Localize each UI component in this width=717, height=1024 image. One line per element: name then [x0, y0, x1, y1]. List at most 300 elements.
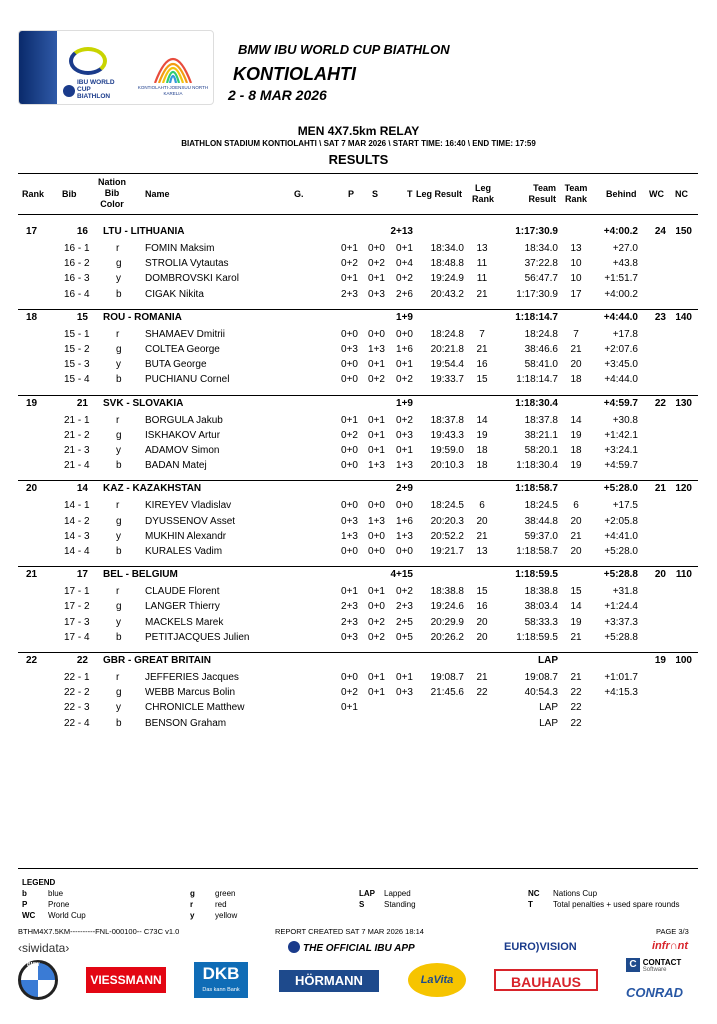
athlete-row: [18, 498, 698, 513]
athlete-standing: 0+1: [368, 445, 385, 456]
athlete-team-result: 1:17:30.9: [516, 288, 558, 300]
athlete-team-result: 18:38.8: [524, 586, 558, 598]
athlete-team-rank: 14: [570, 601, 582, 613]
athlete-bib: 22 - 2: [64, 687, 90, 699]
athlete-bib: 21 - 3: [64, 445, 90, 456]
legend-key: g: [190, 889, 195, 898]
athlete-total: 1+3: [396, 460, 413, 472]
athlete-row: [18, 700, 698, 715]
athlete-name: PUCHIANU Cornel: [145, 374, 230, 386]
athlete-prone: 2+3: [341, 288, 358, 300]
athlete-total: 0+1: [396, 672, 413, 683]
athlete-row: [18, 443, 698, 458]
athlete-leg-rank: 13: [476, 546, 488, 557]
athlete-standing: 0+1: [368, 414, 385, 426]
athlete-name: DYUSSENOV Asset: [145, 515, 236, 527]
ibu-app-text: THE OFFICIAL IBU APP: [303, 943, 415, 954]
athlete-team-rank: 19: [570, 429, 582, 441]
athlete-bib-color: r: [116, 672, 120, 683]
athlete-team-result: 19:08.7: [524, 672, 558, 683]
ibu-ring-icon: [69, 47, 107, 75]
athlete-prone: 0+0: [341, 546, 358, 557]
ibu-world-cup-logo: [63, 41, 121, 101]
col-name: Name: [145, 189, 170, 199]
athlete-leg-result: 19:21.7: [430, 546, 464, 557]
athlete-behind: +4:41.0: [604, 530, 638, 542]
athlete-leg-result: 19:24.6: [430, 601, 464, 613]
athlete-name: JEFFERIES Jacques: [145, 672, 239, 683]
athlete-bib: 16 - 1: [64, 243, 90, 254]
legend-key: T: [528, 900, 533, 909]
athlete-behind: +5:28.8: [604, 631, 638, 643]
venue-rays-icon: [151, 43, 195, 83]
athlete-prone: 0+3: [341, 631, 358, 643]
athlete-standing: 0+3: [368, 288, 385, 300]
athlete-leg-rank: 22: [476, 687, 488, 699]
athlete-bib: 21 - 2: [64, 429, 90, 441]
col-wc: WC: [649, 189, 664, 199]
team-name: LTU - LITHUANIA: [103, 226, 185, 237]
contact-software-logo: [626, 958, 696, 978]
athlete-standing: 0+0: [368, 243, 385, 254]
athlete-name: WEBB Marcus Bolin: [145, 687, 236, 699]
athlete-team-result: 18:37.8: [524, 414, 558, 426]
results-label: RESULTS: [328, 152, 389, 167]
athlete-standing: 0+1: [368, 586, 385, 598]
athlete-behind: +4:44.0: [604, 374, 638, 386]
athlete-row: [18, 529, 698, 544]
team-rank: 22: [26, 655, 38, 666]
athlete-behind: +27.0: [612, 243, 638, 254]
athlete-bib: 14 - 1: [64, 500, 90, 512]
athlete-leg-result: 18:48.8: [430, 258, 464, 270]
athlete-team-rank: 14: [570, 414, 582, 426]
athlete-prone: 0+1: [341, 243, 358, 254]
team-total-penalties: 1+9: [396, 397, 413, 409]
athlete-leg-result: 20:21.8: [430, 344, 464, 355]
athlete-prone: 0+0: [341, 500, 358, 512]
athlete-prone: 0+3: [341, 515, 358, 527]
athlete-row: [18, 357, 698, 372]
team-wc-points: 22: [654, 397, 666, 409]
athlete-prone: 2+3: [341, 616, 358, 628]
athlete-behind: +17.5: [612, 500, 638, 512]
athlete-bib-color: g: [116, 429, 122, 441]
team-rank: 20: [26, 483, 38, 495]
legend-key: WC: [22, 911, 36, 920]
athlete-team-result: 18:24.5: [524, 500, 558, 512]
athlete-team-rank: 7: [573, 328, 579, 340]
athlete-leg-result: 20:20.3: [430, 515, 464, 527]
athlete-bib: 17 - 3: [64, 616, 90, 628]
athlete-leg-result: 18:24.8: [430, 328, 464, 340]
athlete-bib-color: y: [116, 702, 121, 714]
athlete-bib: 14 - 3: [64, 530, 90, 542]
athlete-prone: 0+0: [341, 672, 358, 683]
athlete-name: DOMBROVSKI Karol: [145, 273, 239, 285]
athlete-standing: 1+3: [368, 344, 385, 355]
athlete-row: [18, 342, 698, 357]
ibu-app-logo: [288, 941, 415, 954]
contact-subtext: Software: [642, 967, 667, 973]
athlete-total: 0+2: [396, 414, 413, 426]
athlete-bib-color: y: [116, 530, 121, 542]
footer-page: PAGE 3/3: [656, 927, 689, 936]
team-total-penalties: 2+9: [396, 483, 413, 495]
athlete-behind: +1:51.7: [604, 273, 638, 285]
team-behind: +5:28.0: [603, 483, 638, 495]
team-rank: 21: [26, 569, 38, 581]
team-behind: +4:44.0: [603, 311, 638, 323]
footer-report: REPORT CREATED SAT 7 MAR 2026 18:14: [275, 927, 424, 936]
team-row: [18, 566, 698, 582]
athlete-leg-result: 19:24.9: [430, 273, 464, 285]
athlete-total: 0+4: [396, 258, 413, 270]
event-title: BMW IBU WORLD CUP BIATHLON: [238, 42, 450, 57]
athlete-team-result: 1:18:30.4: [516, 460, 558, 472]
athlete-team-rank: 21: [570, 631, 582, 643]
athlete-row: [18, 630, 698, 645]
athlete-name: KIREYEV Vladislav: [145, 500, 232, 512]
col-behind: Behind: [606, 189, 637, 199]
athlete-behind: +17.8: [612, 328, 638, 340]
athlete-standing: 1+3: [368, 515, 385, 527]
col-rank: Rank: [22, 189, 45, 199]
team-wc-points: 20: [654, 569, 666, 581]
col-nc: NC: [675, 189, 688, 199]
dkb-subtext: Das kann Bank: [202, 987, 240, 993]
venue-logo: [137, 41, 209, 101]
athlete-prone: 0+2: [341, 429, 358, 441]
athlete-row: [18, 514, 698, 529]
athlete-prone: 0+1: [341, 273, 358, 285]
legend-key: r: [190, 900, 194, 909]
athlete-standing: 0+1: [368, 429, 385, 441]
athlete-behind: +4:59.7: [604, 460, 638, 472]
legend-value: yellow: [215, 911, 238, 920]
siwidata-logo: ‹siwidata›: [18, 941, 70, 955]
athlete-leg-rank: 15: [476, 586, 488, 598]
athlete-bib-color: r: [116, 414, 120, 426]
athlete-leg-rank: 20: [476, 616, 488, 628]
athlete-bib-color: g: [116, 258, 122, 270]
athlete-bib: 16 - 2: [64, 258, 90, 270]
athlete-bib-color: b: [116, 374, 122, 386]
athlete-standing: 0+1: [368, 672, 385, 683]
athlete-row: [18, 287, 698, 302]
athlete-leg-result: 18:34.0: [430, 243, 464, 254]
athlete-bib: 16 - 4: [64, 288, 90, 300]
bmw-logo: [18, 960, 58, 1000]
team-row: [18, 652, 698, 668]
legend-value: Standing: [384, 900, 416, 909]
athlete-team-rank: 20: [570, 515, 582, 527]
athlete-name: PETITJACQUES Julien: [145, 631, 250, 643]
athlete-leg-result: 18:37.8: [430, 414, 464, 426]
athlete-row: [18, 458, 698, 473]
team-nc-points: 110: [675, 569, 692, 581]
athlete-behind: +4:15.3: [604, 687, 638, 699]
athlete-bib-color: b: [116, 717, 122, 729]
contact-c-icon: C: [626, 958, 640, 972]
team-bib: 14: [76, 483, 88, 495]
athlete-row: [18, 670, 698, 685]
team-name: GBR - GREAT BRITAIN: [103, 655, 211, 666]
athlete-behind: +1:42.1: [604, 429, 638, 441]
athlete-behind: +4:00.2: [604, 288, 638, 300]
team-bib: 17: [76, 569, 88, 581]
legend: [18, 868, 698, 920]
athlete-behind: +1:01.7: [604, 672, 638, 683]
athlete-name: ADAMOV Simon: [145, 445, 220, 456]
team-wc-points: 24: [654, 226, 666, 237]
athlete-team-rank: 18: [570, 374, 582, 386]
athlete-row: [18, 716, 698, 731]
athlete-standing: 0+0: [368, 601, 385, 613]
athlete-prone: 0+2: [341, 687, 358, 699]
athlete-bib-color: y: [116, 445, 121, 456]
athlete-team-result: 40:54.3: [524, 687, 558, 699]
col-s: S: [372, 189, 379, 199]
athlete-standing: 0+0: [368, 546, 385, 557]
athlete-name: ISKHAKOV Artur: [145, 429, 221, 441]
athlete-name: BUTA George: [145, 359, 207, 371]
logo-blue-band: [19, 31, 57, 105]
legend-value: World Cup: [48, 911, 86, 920]
athlete-total: 0+2: [396, 273, 413, 285]
team-result: 1:18:58.7: [515, 483, 558, 495]
infront-logo: infr∩nt: [652, 940, 689, 952]
athlete-bib: 15 - 2: [64, 344, 90, 355]
athlete-leg-rank: 16: [476, 601, 488, 613]
athlete-team-result: 58:20.1: [524, 445, 558, 456]
athlete-total: 1+6: [396, 344, 413, 355]
athlete-team-rank: 17: [570, 288, 582, 300]
team-wc-points: 23: [654, 311, 666, 323]
athlete-row: [18, 327, 698, 342]
athlete-total: 0+3: [396, 429, 413, 441]
athlete-standing: 0+0: [368, 328, 385, 340]
athlete-name: STROLIA Vytautas: [145, 258, 229, 270]
hormann-logo: HÖRMANN: [279, 970, 379, 992]
athlete-standing: 0+2: [368, 374, 385, 386]
athlete-row: [18, 241, 698, 256]
athlete-leg-rank: 21: [476, 288, 488, 300]
athlete-prone: 0+0: [341, 445, 358, 456]
team-wc-points: 21: [654, 483, 666, 495]
athlete-row: [18, 599, 698, 614]
athlete-total: 0+2: [396, 586, 413, 598]
lavita-logo: LaVita: [408, 963, 466, 997]
team-nc-points: 120: [675, 483, 692, 495]
athlete-standing: 0+0: [368, 500, 385, 512]
event-logo-box: [18, 30, 214, 105]
athlete-team-result: 1:18:58.7: [516, 546, 558, 557]
athlete-total: 0+5: [396, 631, 413, 643]
athlete-team-result: 38:44.8: [524, 515, 558, 527]
legend-value: green: [215, 889, 236, 898]
athlete-leg-rank: 14: [476, 414, 488, 426]
athlete-team-result: 38:46.6: [524, 344, 558, 355]
team-bib: 15: [76, 311, 88, 323]
athlete-bib: 15 - 4: [64, 374, 90, 386]
athlete-bib: 15 - 3: [64, 359, 90, 371]
team-behind: +5:28.8: [603, 569, 638, 581]
bmw-text: BMW: [27, 962, 40, 968]
athlete-prone: 0+0: [341, 359, 358, 371]
legend-value: Nations Cup: [553, 889, 598, 898]
athlete-name: CHRONICLE Matthew: [145, 702, 245, 714]
athlete-team-result: 56:47.7: [524, 273, 558, 285]
athlete-team-rank: 21: [570, 530, 582, 542]
athlete-behind: +43.8: [612, 258, 638, 270]
athlete-prone: 0+1: [341, 586, 358, 598]
athlete-leg-result: 20:52.2: [430, 530, 464, 542]
athlete-standing: 0+1: [368, 687, 385, 699]
athlete-standing: 0+1: [368, 359, 385, 371]
athlete-leg-rank: 21: [476, 672, 488, 683]
athlete-leg-rank: 11: [476, 273, 488, 285]
athlete-team-result: 18:34.0: [524, 243, 558, 254]
athlete-bib: 22 - 4: [64, 717, 90, 729]
athlete-team-rank: 18: [570, 445, 582, 456]
athlete-bib: 16 - 3: [64, 273, 90, 285]
col-bib: Bib: [62, 189, 77, 199]
athlete-bib: 15 - 1: [64, 328, 90, 340]
dkb-logo: [194, 962, 248, 998]
team-nc-points: 150: [675, 226, 692, 237]
team-behind: +4:59.7: [603, 397, 638, 409]
athlete-bib-color: r: [116, 500, 120, 512]
athlete-behind: +31.8: [612, 586, 638, 598]
col-leg-rank: Leg Rank: [471, 183, 494, 204]
athlete-behind: +3:45.0: [604, 359, 638, 371]
athlete-bib-color: b: [116, 546, 122, 557]
athlete-row: [18, 544, 698, 559]
athlete-bib-color: g: [116, 515, 122, 527]
athlete-leg-rank: 18: [476, 460, 488, 472]
team-name: BEL - BELGIUM: [103, 569, 178, 581]
athlete-bib-color: y: [116, 359, 121, 371]
athlete-team-result: LAP: [539, 702, 558, 714]
athlete-bib-color: b: [116, 288, 122, 300]
team-total-penalties: 1+9: [396, 311, 413, 323]
athlete-behind: +1:24.4: [604, 601, 638, 613]
athlete-leg-result: 21:45.6: [430, 687, 464, 699]
event-place: KONTIOLAHTI: [233, 64, 356, 84]
col-g: G.: [294, 189, 304, 199]
col-team-rank: Team Rank: [564, 183, 588, 204]
athlete-prone: 0+1: [341, 414, 358, 426]
athlete-bib: 17 - 1: [64, 586, 90, 598]
athlete-team-result: 38:21.1: [524, 429, 558, 441]
athlete-leg-rank: 11: [476, 258, 488, 270]
ibu-app-icon: [288, 941, 300, 953]
athlete-name: MACKELS Marek: [145, 616, 224, 628]
legend-key: LAP: [359, 889, 375, 898]
team-total-penalties: 2+13: [390, 226, 413, 237]
ibu-logo-text: IBU WORLD CUP BIATHLON: [77, 79, 115, 100]
athlete-team-result: 1:18:14.7: [516, 374, 558, 386]
conrad-logo: CONRAD: [626, 985, 684, 1000]
athlete-leg-rank: 20: [476, 631, 488, 643]
athlete-total: 1+6: [396, 515, 413, 527]
team-nc-points: 130: [675, 397, 692, 409]
team-rank: 17: [26, 226, 38, 237]
legend-key: S: [359, 900, 365, 909]
viessmann-logo: VIESSMANN: [86, 967, 166, 993]
athlete-leg-rank: 6: [479, 500, 485, 512]
event-date: 2 - 8 MAR 2026: [228, 87, 327, 103]
athlete-name: COLTEA George: [145, 344, 220, 355]
athlete-team-rank: 22: [570, 687, 582, 699]
athlete-name: FOMIN Maksim: [145, 243, 215, 254]
ibu-badge-icon: [63, 85, 75, 97]
footer-code: BTHM4X7.5KM----------FNL-000100-- C73C v1.0: [18, 927, 180, 936]
athlete-team-result: 58:33.3: [524, 616, 558, 628]
athlete-leg-result: 20:10.3: [430, 460, 464, 472]
athlete-leg-result: 19:59.0: [430, 445, 464, 456]
athlete-behind: +2:07.6: [604, 344, 638, 355]
col-p: P: [348, 189, 355, 199]
athlete-row: [18, 685, 698, 700]
athlete-leg-result: 19:43.3: [430, 429, 464, 441]
team-rank: 18: [26, 311, 38, 323]
athlete-team-rank: 19: [570, 616, 582, 628]
athlete-bib-color: b: [116, 460, 122, 472]
athlete-total: 1+3: [396, 530, 413, 542]
team-bib: 16: [76, 226, 88, 237]
athlete-leg-rank: 13: [476, 243, 488, 254]
race-name: MEN 4X7.5km RELAY: [297, 124, 420, 138]
athlete-bib-color: b: [116, 631, 122, 643]
athlete-bib: 21 - 1: [64, 414, 90, 426]
athlete-team-rank: 19: [570, 460, 582, 472]
athlete-team-rank: 6: [573, 500, 579, 512]
athlete-leg-result: 19:33.7: [430, 374, 464, 386]
team-result: 1:18:59.5: [515, 569, 558, 581]
athlete-team-rank: 15: [570, 586, 582, 598]
athlete-leg-result: 20:29.9: [430, 616, 464, 628]
athlete-name: BORGULA Jakub: [145, 414, 223, 426]
athlete-prone: 0+2: [341, 258, 358, 270]
athlete-standing: 1+3: [368, 460, 385, 472]
athlete-team-rank: 22: [570, 717, 582, 729]
athlete-prone: 1+3: [341, 530, 358, 542]
athlete-row: [18, 615, 698, 630]
athlete-team-result: 59:37.0: [524, 530, 558, 542]
athlete-row: [18, 413, 698, 428]
athlete-behind: +30.8: [612, 414, 638, 426]
athlete-team-result: 18:24.8: [524, 328, 558, 340]
legend-value: blue: [48, 889, 64, 898]
athlete-row: [18, 271, 698, 286]
athlete-prone: 0+0: [341, 374, 358, 386]
athlete-leg-rank: 20: [476, 515, 488, 527]
team-result: 1:18:30.4: [515, 397, 558, 409]
athlete-leg-result: 20:26.2: [430, 631, 464, 643]
legend-value: Prone: [48, 900, 70, 909]
athlete-name: MUKHIN Alexandr: [145, 530, 227, 542]
athlete-bib-color: r: [116, 586, 120, 598]
team-wc-points: 19: [654, 655, 666, 666]
athlete-team-rank: 20: [570, 359, 582, 371]
team-nc-points: 100: [675, 655, 692, 666]
athlete-bib-color: g: [116, 687, 122, 699]
legend-value: red: [215, 900, 227, 909]
team-name: SVK - SLOVAKIA: [103, 397, 184, 409]
team-total-penalties: 4+15: [390, 569, 413, 581]
